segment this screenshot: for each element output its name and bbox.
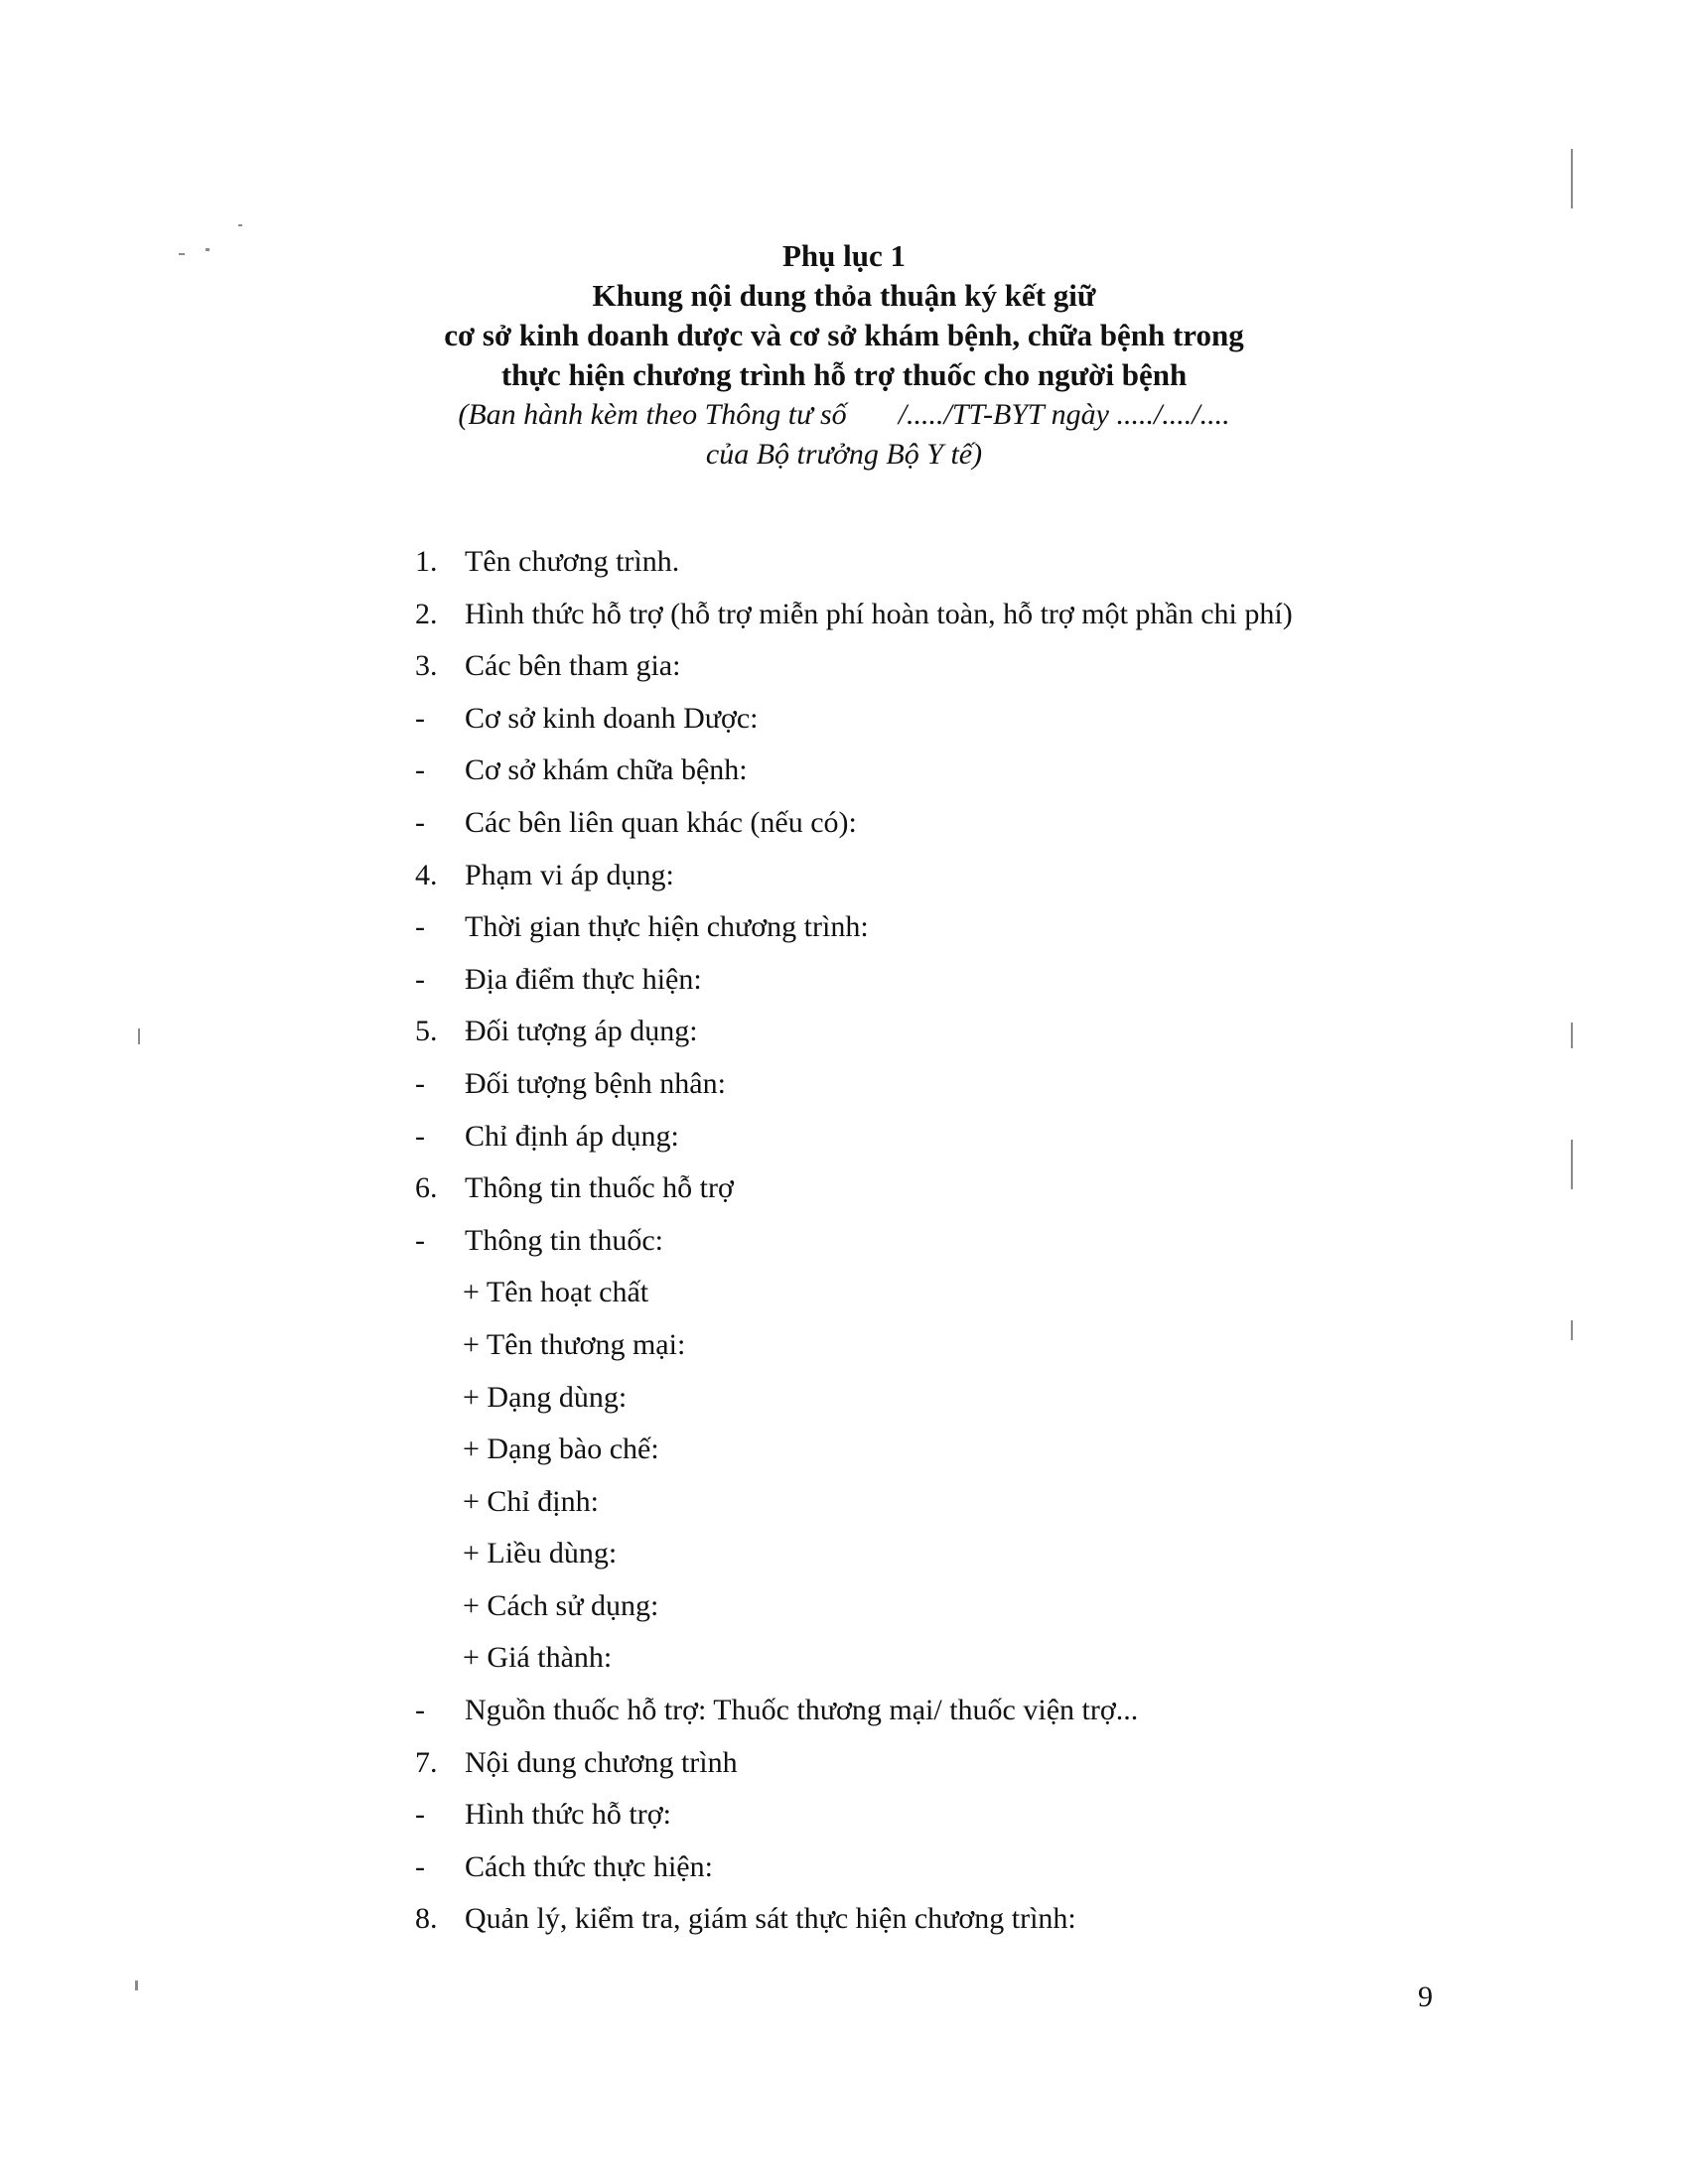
list-item-text: + Tên thương mại: (463, 1327, 686, 1361)
bullet-dash: - (415, 1694, 425, 1727)
list-item (415, 745, 1428, 797)
appendix-title: Phụ lục 1 (781, 238, 907, 273)
item-number: 5. (415, 1015, 438, 1048)
list-item-text: Thông tin thuốc: (465, 1223, 663, 1257)
scan-artifact (179, 253, 185, 255)
list-item (415, 1267, 1428, 1319)
document-title-line-3: thực hiện chương trình hỗ trợ thuốc cho người bệnh (500, 357, 1188, 392)
document-title-line-1: Khung nội dung thỏa thuận ký kết giữ (592, 278, 1096, 313)
list-item-text: Đối tượng áp dụng: (465, 1015, 698, 1048)
list-item-text: Nội dung chương trình (465, 1745, 738, 1779)
list-item (415, 1737, 1428, 1790)
list-item-text: Hình thức hỗ trợ: (465, 1798, 671, 1832)
list-item-text: + Cách sử dụng: (463, 1588, 659, 1622)
title-block (0, 236, 1688, 475)
list-item-text: Quản lý, kiểm tra, giám sát thực hiện chương trình: (465, 1902, 1076, 1936)
scan-artifact (135, 1980, 138, 1990)
list-item-text: Nguồn thuốc hỗ trợ: Thuốc thương mại/ thuốc viện trợ... (465, 1694, 1139, 1727)
bullet-dash: - (415, 1119, 425, 1153)
list-item (415, 1476, 1428, 1529)
list-item (415, 1319, 1428, 1372)
list-item (415, 954, 1428, 1007)
bullet-dash: - (415, 1849, 425, 1883)
scan-artifact (1571, 1023, 1573, 1048)
list-item-text: Thông tin thuốc hỗ trợ (465, 1171, 734, 1205)
item-number: 2. (415, 597, 438, 630)
scan-artifact (1571, 1320, 1573, 1340)
list-item-text: Phạm vi áp dụng: (465, 858, 674, 891)
content-list (415, 536, 1428, 1946)
list-item (415, 693, 1428, 746)
bullet-dash: - (415, 1223, 425, 1257)
list-item-text: + Dạng bào chế: (463, 1433, 659, 1466)
scan-artifact (138, 1028, 140, 1044)
bullet-dash: - (415, 753, 425, 787)
bullet-dash: - (415, 805, 425, 839)
list-item-text: Cơ sở kinh doanh Dược: (465, 701, 759, 735)
scan-artifact (238, 224, 242, 226)
issuance-note-line-1 (0, 395, 1688, 435)
list-item-text: + Dạng dùng: (463, 1380, 628, 1414)
list-item (415, 1528, 1428, 1580)
list-item-text: Cơ sở khám chữa bệnh: (465, 753, 748, 787)
list-item (415, 1424, 1428, 1476)
list-item (415, 1685, 1428, 1737)
list-item (415, 589, 1428, 641)
list-item (415, 1893, 1428, 1946)
list-item (415, 797, 1428, 850)
list-item-text: Đối tượng bệnh nhân: (465, 1066, 726, 1100)
list-item (415, 1058, 1428, 1111)
list-item (415, 1842, 1428, 1894)
issuance-note-part-1: (Ban hành kèm theo Thông tư số (458, 398, 847, 431)
list-item (415, 1162, 1428, 1215)
document-title-line-2: cơ sở kinh doanh dược và cơ sở khám bệnh, chữa bệnh trong (444, 318, 1244, 352)
list-item-text: + Liều dùng: (463, 1537, 618, 1570)
list-item (415, 1789, 1428, 1842)
bullet-dash: - (415, 1066, 425, 1100)
list-item (415, 1632, 1428, 1685)
issuance-note-line-2: của Bộ trưởng Bộ Y tế) (705, 438, 983, 471)
item-number: 6. (415, 1171, 438, 1205)
bullet-dash: - (415, 910, 425, 944)
list-item (415, 1215, 1428, 1268)
list-item-text: Tên chương trình. (465, 545, 680, 578)
bullet-dash: - (415, 1798, 425, 1832)
list-item-text: + Chỉ định: (463, 1484, 599, 1518)
page-number: 9 (1418, 1980, 1433, 2013)
item-number: 8. (415, 1902, 438, 1936)
issuance-note-part-2: /...../TT-BYT ngày ...../..../.... (898, 398, 1230, 431)
list-item-text: Cách thức thực hiện: (465, 1849, 713, 1883)
scan-artifact (1571, 149, 1573, 208)
list-item (415, 1111, 1428, 1163)
list-item-text: Hình thức hỗ trợ (hỗ trợ miễn phí hoàn toàn, hỗ trợ một phần chi phí) (465, 597, 1293, 630)
list-item (415, 1372, 1428, 1425)
list-item-text: + Tên hoạt chất (463, 1276, 649, 1309)
list-item-text: + Giá thành: (463, 1641, 613, 1675)
list-item-text: Địa điểm thực hiện: (465, 962, 702, 996)
item-number: 4. (415, 858, 438, 891)
item-number: 7. (415, 1745, 438, 1779)
list-item (415, 536, 1428, 589)
list-item-text: Các bên liên quan khác (nếu có): (465, 805, 857, 839)
bullet-dash: - (415, 962, 425, 996)
scan-artifact (206, 248, 210, 251)
list-item-text: Chỉ định áp dụng: (465, 1119, 679, 1153)
list-item (415, 901, 1428, 954)
list-item (415, 1006, 1428, 1058)
list-item-text: Các bên tham gia: (465, 649, 681, 683)
bullet-dash: - (415, 701, 425, 735)
item-number: 3. (415, 649, 438, 683)
list-item (415, 640, 1428, 693)
list-item (415, 850, 1428, 902)
list-item (415, 1580, 1428, 1633)
scan-artifact (1571, 1140, 1573, 1189)
list-item-text: Thời gian thực hiện chương trình: (465, 910, 869, 944)
item-number: 1. (415, 545, 438, 578)
